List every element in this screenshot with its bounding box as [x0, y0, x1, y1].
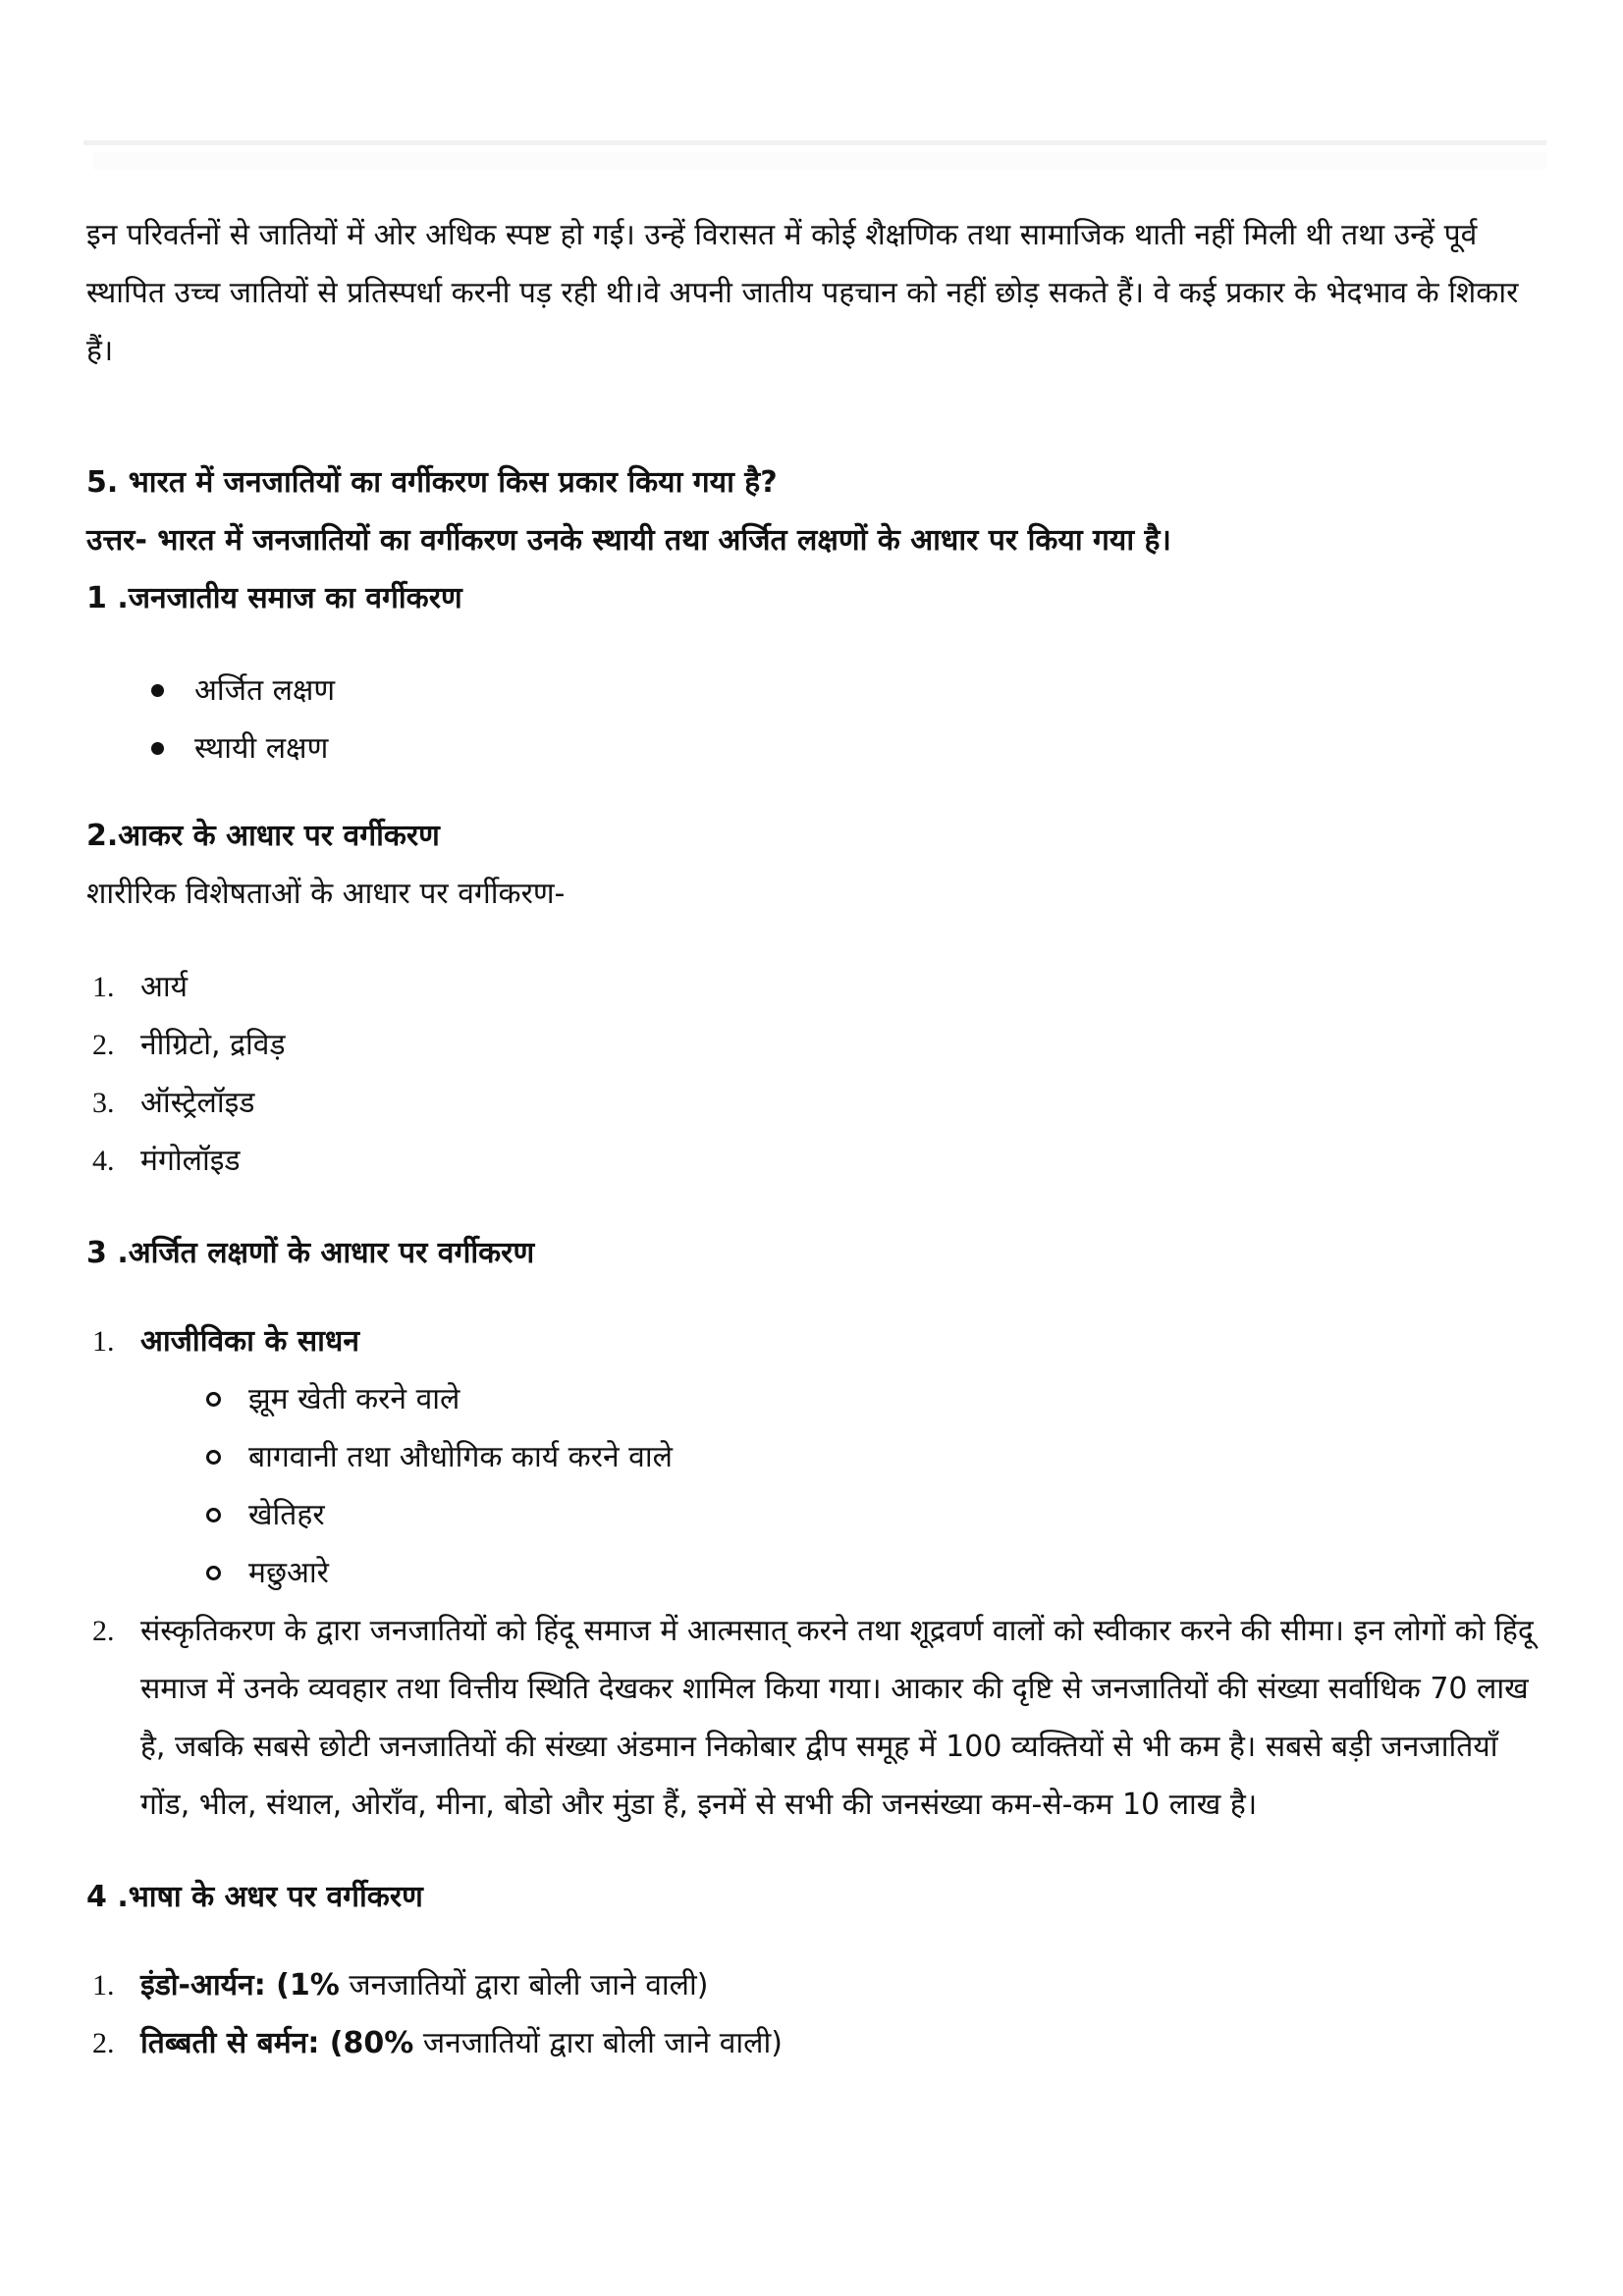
livelihood-sublist [86, 1370, 1549, 1602]
question-heading: 5. भारत में जनजातियों का वर्गीकरण किस प्रकार किया गया है? [86, 465, 778, 500]
section-2-heading: 2.आकर के आधार पर वर्गीकरण [86, 819, 440, 853]
section-4-heading: 4 .भाषा के अधर पर वर्गीकरण [86, 1880, 423, 1914]
circle-bullet-icon [206, 1566, 221, 1580]
list-item: खेतिहर [86, 1486, 1549, 1544]
bullet-icon [151, 742, 164, 755]
section-1-heading: 1 .जनजातीय समाज का वर्गीकरण [86, 581, 462, 615]
document-body [86, 206, 1549, 2072]
list-item: 1. आर्य [92, 970, 189, 1004]
section-4-list [86, 1956, 1549, 2072]
list-item: अर्जित लक्षण [86, 662, 1549, 720]
bullet-icon [151, 684, 164, 697]
list-item: बागवानी तथा औधोगिक कार्य करने वाले [86, 1428, 1549, 1486]
section-2-list [86, 958, 1549, 1190]
section-3-list [86, 1312, 1549, 1834]
list-item: मछुआरे [86, 1544, 1549, 1602]
list-item: 2. नीग्रिटो, द्रविड़ [92, 1028, 286, 1062]
list-item: झूम खेती करने वाले [86, 1370, 1549, 1428]
list-item: स्थायी लक्षण [86, 720, 1549, 777]
section-3-heading: 3 .अर्जित लक्षणों के आधार पर वर्गीकरण [86, 1236, 535, 1270]
list-item: 2. संस्कृतिकरण के द्वारा जनजातियों को हिंदू समाज में आत्मसात् करने तथा शूद्रवर्ण वालों को स्वीकार करने की सीमा। इन लोगों को हिंदू समाज में उनके व्यवहार तथा वित्तीय स्थिति देखकर शामिल किया गया। आकार की दृष्टि से जनजातियों की संख्या सर्वाधिक 70 लाख है, जबकि सबसे छोटी जनजातियों की संख्या अंडमान निकोबार द्वीप समूह में 100 व्यक्तियों से भी कम है। सबसे बड़ी जनजातियाँ गोंड, भील, संथाल, ओरॉंव, मीना, बोडो और मुंडा हैं, इनमें से सभी की जनसंख्या कम-से-कम 10 लाख है। [92, 1614, 1534, 1822]
list-item: 3. ऑस्ट्रेलॉइड [92, 1086, 255, 1120]
list-item: 2. तिब्बती से बर्मन: (80% जनजातियों द्वारा बोली जाने वाली) [92, 2026, 783, 2060]
circle-bullet-icon [206, 1450, 221, 1465]
section-2-subtitle: शारीरिक विशेषताओं के आधार पर वर्गीकरण- [86, 877, 566, 911]
section-1-bullets [86, 662, 1549, 777]
intro-paragraph: इन परिवर्तनों से जातियों में ओर अधिक स्पष्ट हो गई। उन्हें विरासत में कोई शैक्षणिक तथा सामाजिक थाती नहीं मिली थी तथा उन्हें पूर्व स्थापित उच्च जातियों से प्रतिस्पर्धा करनी पड़ रही थी।वे अपनी जातीय पहचान को नहीं छोड़ सकते हैं। वे कई प्रकार के भेदभाव के शिकार हैं। [86, 218, 1519, 368]
list-item: 4. मंगोलॉइड [92, 1144, 241, 1178]
top-divider [83, 140, 1546, 145]
answer-text: उत्तर- भारत में जनजातियों का वर्गीकरण उनके स्थायी तथा अर्जित लक्षणों के आधार पर किया गया है। [86, 523, 1171, 558]
top-divider-shadow [93, 152, 1546, 170]
list-item: 1. इंडो-आर्यन: (1% जनजातियों द्वारा बोली जाने वाली) [92, 1968, 709, 2002]
circle-bullet-icon [206, 1392, 221, 1407]
list-item: 1. आजीविका के साधन झूम खेती करने वाले बागवानी तथा औधोगिक कार्य करने वाले खेतिहर मछुआरे [86, 1312, 1549, 1602]
circle-bullet-icon [206, 1508, 221, 1522]
